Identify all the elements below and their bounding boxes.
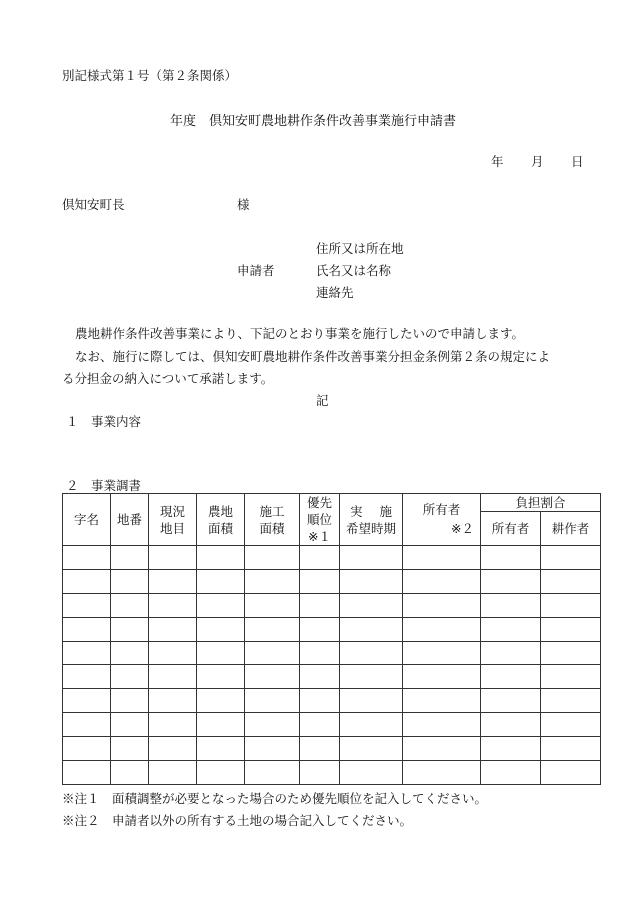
section-business-survey: ２ 事業調書 bbox=[66, 478, 142, 493]
table-cell[interactable] bbox=[63, 641, 111, 665]
table-cell[interactable] bbox=[149, 689, 197, 713]
table-cell[interactable] bbox=[245, 593, 300, 617]
table-cell[interactable] bbox=[149, 569, 197, 593]
table-cell[interactable] bbox=[149, 665, 197, 689]
table-cell[interactable] bbox=[300, 689, 340, 713]
table-cell[interactable] bbox=[541, 593, 601, 617]
table-cell[interactable] bbox=[245, 641, 300, 665]
applicant-name: 氏名又は名称 bbox=[316, 263, 392, 278]
header-shoyu-note: ※２ bbox=[451, 521, 474, 536]
table-cell[interactable] bbox=[111, 713, 149, 737]
table-cell[interactable] bbox=[63, 713, 111, 737]
table-cell[interactable] bbox=[403, 569, 481, 593]
header-jisshi-line2: 希望時期 bbox=[345, 520, 396, 536]
table-cell[interactable] bbox=[149, 713, 197, 737]
table-cell[interactable] bbox=[541, 713, 601, 737]
table-cell[interactable] bbox=[541, 761, 601, 785]
table-cell[interactable] bbox=[481, 665, 541, 689]
table-row bbox=[63, 689, 601, 713]
table-cell[interactable] bbox=[340, 713, 403, 737]
header-yusen-line2: 順位 bbox=[306, 512, 332, 527]
header-shoyu bbox=[403, 494, 481, 546]
date-year: 年 bbox=[491, 154, 504, 169]
header-aza: 字名 bbox=[63, 494, 111, 546]
header-shoyu-label: 所有者 bbox=[422, 502, 461, 517]
table-cell[interactable] bbox=[245, 546, 300, 570]
table-row bbox=[63, 737, 601, 761]
table-cell[interactable] bbox=[541, 737, 601, 761]
table-cell[interactable] bbox=[245, 737, 300, 761]
table-cell[interactable] bbox=[481, 617, 541, 641]
table-cell[interactable] bbox=[541, 641, 601, 665]
table-cell[interactable] bbox=[63, 617, 111, 641]
table-cell[interactable] bbox=[111, 546, 149, 570]
table-cell[interactable] bbox=[300, 737, 340, 761]
body-paragraph-2: なお、施行に際しては、倶知安町農地耕作条件改善事業分担金条例第２条の規定によ bbox=[75, 349, 551, 364]
table-cell[interactable] bbox=[111, 569, 149, 593]
table-cell[interactable] bbox=[245, 569, 300, 593]
table-cell[interactable] bbox=[403, 761, 481, 785]
table-cell[interactable] bbox=[63, 737, 111, 761]
table-cell[interactable] bbox=[197, 737, 245, 761]
table-cell[interactable] bbox=[197, 761, 245, 785]
table-cell[interactable] bbox=[63, 569, 111, 593]
table-cell[interactable] bbox=[403, 641, 481, 665]
table-cell[interactable] bbox=[63, 665, 111, 689]
table-cell[interactable] bbox=[403, 737, 481, 761]
table-cell[interactable] bbox=[63, 546, 111, 570]
table-cell[interactable] bbox=[340, 617, 403, 641]
form-title: 年度 倶知安町農地耕作条件改善事業施行申請書 bbox=[170, 114, 457, 129]
header-genkyo-line1: 現況 bbox=[159, 503, 185, 519]
table-cell[interactable] bbox=[541, 569, 601, 593]
table-cell[interactable] bbox=[63, 593, 111, 617]
table-cell[interactable] bbox=[403, 593, 481, 617]
table-cell[interactable] bbox=[149, 641, 197, 665]
body-paragraph-1: 農地耕作条件改善事業により、下記のとおり事業を施行したいので申請します。 bbox=[75, 326, 525, 341]
note-1: ※注１ 面積調整が必要となった場合のため優先順位を記入してください。 bbox=[62, 791, 488, 806]
table-cell[interactable] bbox=[403, 546, 481, 570]
header-jisshi bbox=[340, 494, 403, 546]
table-cell[interactable] bbox=[149, 546, 197, 570]
table-cell[interactable] bbox=[245, 665, 300, 689]
header-nochi-line2: 面積 bbox=[207, 520, 233, 536]
table-cell[interactable] bbox=[197, 665, 245, 689]
table-cell[interactable] bbox=[245, 617, 300, 641]
table-cell[interactable] bbox=[197, 689, 245, 713]
ki-label: 記 bbox=[316, 393, 329, 408]
survey-table bbox=[62, 493, 601, 785]
table-cell[interactable] bbox=[541, 665, 601, 689]
table-cell[interactable] bbox=[197, 569, 245, 593]
table-cell[interactable] bbox=[300, 665, 340, 689]
table-cell[interactable] bbox=[541, 546, 601, 570]
table-cell[interactable] bbox=[197, 593, 245, 617]
table-cell[interactable] bbox=[111, 737, 149, 761]
header-chiban: 地番 bbox=[111, 494, 149, 546]
table-cell[interactable] bbox=[541, 689, 601, 713]
header-futan-owner: 所有者 bbox=[481, 512, 541, 546]
table-cell[interactable] bbox=[149, 593, 197, 617]
table-row bbox=[63, 641, 601, 665]
table-cell[interactable] bbox=[403, 617, 481, 641]
table-cell[interactable] bbox=[197, 617, 245, 641]
table-cell[interactable] bbox=[197, 641, 245, 665]
header-jisshi-char2: 施 bbox=[379, 503, 392, 519]
table-cell[interactable] bbox=[300, 713, 340, 737]
table-cell[interactable] bbox=[340, 641, 403, 665]
table-cell[interactable] bbox=[403, 689, 481, 713]
table-cell[interactable] bbox=[481, 593, 541, 617]
table-cell[interactable] bbox=[300, 569, 340, 593]
table-row bbox=[63, 569, 601, 593]
table-row bbox=[63, 665, 601, 689]
header-seko-line1: 施工 bbox=[259, 503, 285, 519]
table-cell[interactable] bbox=[111, 665, 149, 689]
table-cell[interactable] bbox=[63, 689, 111, 713]
applicant-contact: 連絡先 bbox=[316, 285, 354, 300]
header-jisshi-char1: 実 bbox=[350, 503, 363, 519]
date-day: 日 bbox=[571, 154, 584, 169]
table-cell[interactable] bbox=[245, 689, 300, 713]
table-cell[interactable] bbox=[149, 761, 197, 785]
table-cell[interactable] bbox=[111, 761, 149, 785]
table-cell[interactable] bbox=[481, 713, 541, 737]
header-yusen bbox=[300, 494, 340, 546]
header-yusen-line3: ※１ bbox=[308, 529, 331, 544]
applicant-label: 申請者 bbox=[237, 263, 275, 278]
table-cell[interactable] bbox=[111, 593, 149, 617]
header-seko bbox=[245, 494, 300, 546]
table-cell[interactable] bbox=[197, 713, 245, 737]
table-cell[interactable] bbox=[340, 546, 403, 570]
header-genkyo bbox=[149, 494, 197, 546]
table-cell[interactable] bbox=[340, 689, 403, 713]
table-cell[interactable] bbox=[149, 737, 197, 761]
table-cell[interactable] bbox=[481, 641, 541, 665]
table-cell[interactable] bbox=[300, 593, 340, 617]
table-cell[interactable] bbox=[300, 641, 340, 665]
table-cell[interactable] bbox=[340, 665, 403, 689]
table-cell[interactable] bbox=[111, 641, 149, 665]
section-business-content: １ 事業内容 bbox=[66, 414, 142, 429]
table-cell[interactable] bbox=[403, 665, 481, 689]
table-cell[interactable] bbox=[481, 689, 541, 713]
table-cell[interactable] bbox=[340, 569, 403, 593]
table-cell[interactable] bbox=[149, 617, 197, 641]
header-genkyo-line2: 地目 bbox=[159, 520, 185, 536]
body-paragraph-3: る分担金の納入について承諾します。 bbox=[62, 371, 274, 386]
table-cell[interactable] bbox=[63, 761, 111, 785]
table-cell[interactable] bbox=[245, 713, 300, 737]
honorific: 様 bbox=[237, 197, 250, 212]
header-seko-line2: 面積 bbox=[259, 520, 285, 536]
header-nochi-line1: 農地 bbox=[207, 503, 233, 519]
date-month: 月 bbox=[531, 154, 544, 169]
table-cell[interactable] bbox=[541, 617, 601, 641]
table-body bbox=[63, 546, 601, 785]
table-cell[interactable] bbox=[111, 689, 149, 713]
table-cell[interactable] bbox=[340, 593, 403, 617]
table-cell[interactable] bbox=[300, 761, 340, 785]
header-yusen-line1: 優先 bbox=[306, 495, 332, 510]
applicant-address: 住所又は所在地 bbox=[316, 241, 404, 256]
table-cell[interactable] bbox=[245, 761, 300, 785]
table-row bbox=[63, 546, 601, 570]
table-cell[interactable] bbox=[300, 617, 340, 641]
table-cell[interactable] bbox=[403, 713, 481, 737]
table-row bbox=[63, 761, 601, 785]
table-cell[interactable] bbox=[481, 737, 541, 761]
table-cell[interactable] bbox=[300, 546, 340, 570]
table-row bbox=[63, 617, 601, 641]
table-cell[interactable] bbox=[340, 737, 403, 761]
note-2: ※注２ 申請者以外の所有する土地の場合記入してください。 bbox=[62, 813, 413, 828]
addressee: 倶知安町長 bbox=[62, 197, 125, 212]
header-jisshi-line1 bbox=[340, 503, 402, 520]
table-cell[interactable] bbox=[111, 617, 149, 641]
table-cell[interactable] bbox=[340, 761, 403, 785]
header-futan: 負担割合 bbox=[481, 494, 601, 512]
header-futan-farmer: 耕作者 bbox=[541, 512, 601, 546]
table-row bbox=[63, 593, 601, 617]
table-cell[interactable] bbox=[481, 546, 541, 570]
header-nochi bbox=[197, 494, 245, 546]
form-number: 別記様式第１号（第２条関係） bbox=[62, 68, 238, 83]
table-cell[interactable] bbox=[481, 761, 541, 785]
table-row bbox=[63, 713, 601, 737]
table-cell[interactable] bbox=[481, 569, 541, 593]
table-cell[interactable] bbox=[197, 546, 245, 570]
